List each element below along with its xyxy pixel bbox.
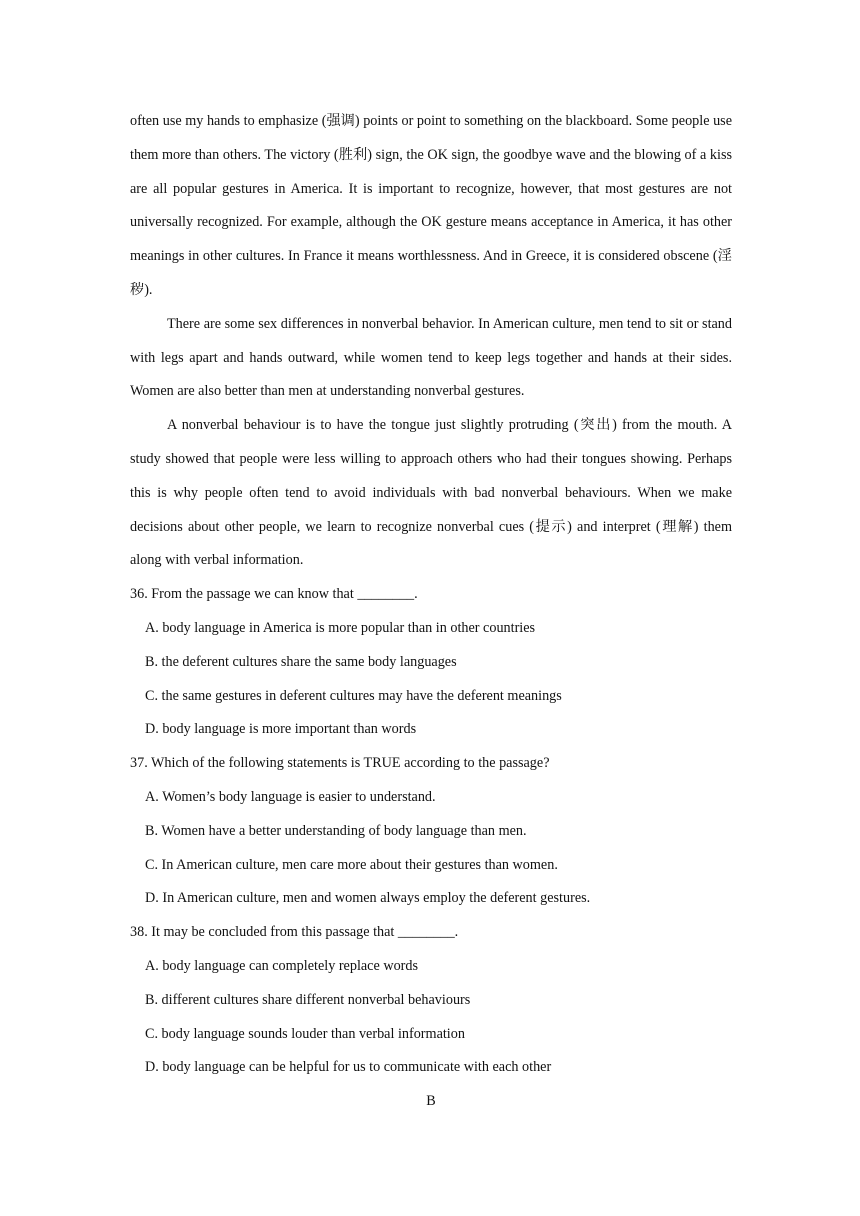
document-page <box>130 105 732 1119</box>
option-d: D. body language can be helpful for us to communicate with each other <box>145 1059 552 1076</box>
option-d: D. body language is more important than words <box>145 721 417 738</box>
question-stem: 37. Which of the following statements is TRUE according to the passage? <box>130 755 550 772</box>
passage-paragraph-1: often use my hands to emphasize (强调) points or point to something on the blackboard. Some people use them more than others. The victory (胜利) sign, the OK sign, the goodbye wave and the blowing of a kiss are all popular gestures in America. It is important to recognize, however, that most gestures are not universally recognized. For example, although the OK gesture means acceptance in America, it has other meanings in other cultures. In France it means worthlessness. And in Greece, it is considered obscene (淫秽). <box>130 113 732 298</box>
passage-paragraph-3: A nonverbal behaviour is to have the tongue just slightly protruding (突出) from the mouth. A study showed that people were less willing to approach others who had their tongues showing. Perhaps this is why people often tend to avoid individuals with bad nonverbal behaviours. When we make decisions about other people, we learn to recognize nonverbal cues (提示) and interpret (理解) them along with verbal information. <box>130 417 732 569</box>
passage-paragraph-2: There are some sex differences in nonverbal behavior. In American culture, men tend to sit or stand with legs apart and hands outward, while women tend to keep legs together and hands at their sides. Women are also better than men at understanding nonverbal gestures. <box>130 315 732 400</box>
option-b: B. different cultures share different nonverbal behaviours <box>145 991 471 1008</box>
option-c: C. In American culture, men care more about their gestures than women. <box>145 856 558 873</box>
option-a: A. body language can completely replace words <box>145 957 419 974</box>
option-c: C. body language sounds louder than verbal information <box>145 1025 465 1042</box>
option-c: C. the same gestures in deferent cultures may have the deferent meanings <box>145 687 562 704</box>
question-stem: 38. It may be concluded from this passage that ________. <box>130 924 459 941</box>
section-label: B <box>426 1093 436 1110</box>
option-a: A. Women’s body language is easier to understand. <box>145 788 436 805</box>
option-d: D. In American culture, men and women always employ the deferent gestures. <box>145 890 591 907</box>
option-b: B. Women have a better understanding of body language than men. <box>145 822 527 839</box>
question-38 <box>130 916 732 1085</box>
question-stem: 36. From the passage we can know that ________. <box>130 586 418 603</box>
option-b: B. the deferent cultures share the same body languages <box>145 653 457 670</box>
question-36 <box>130 578 732 747</box>
question-37 <box>130 747 732 916</box>
option-a: A. body language in America is more popular than in other countries <box>145 619 536 636</box>
